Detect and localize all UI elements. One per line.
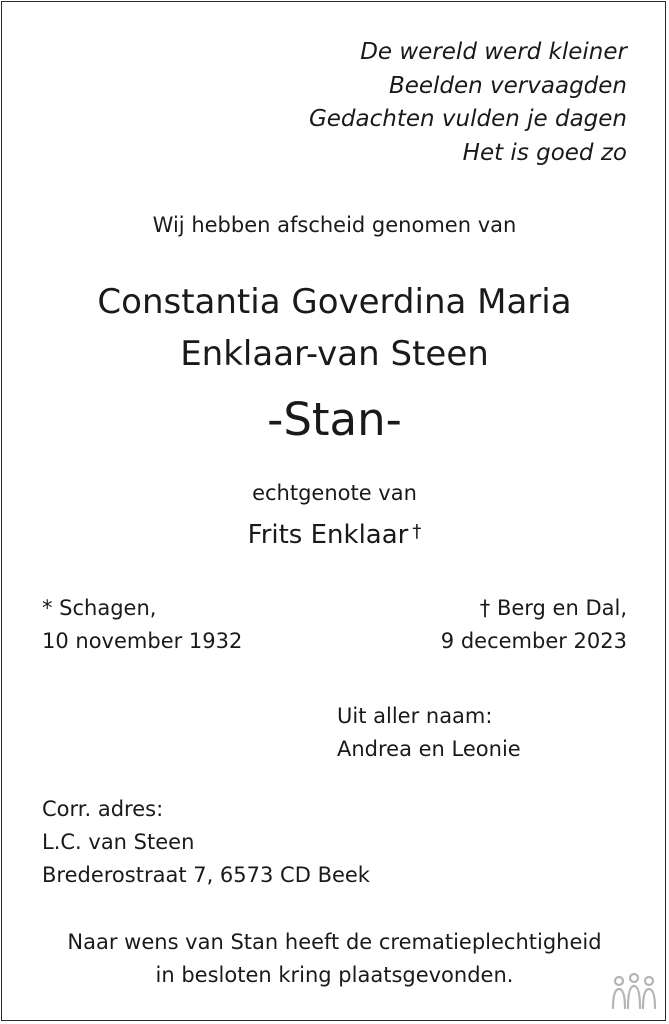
birth-info (42, 592, 242, 658)
death-place: † Berg en Dal, (479, 596, 627, 620)
birth-place: * Schagen, (42, 596, 157, 620)
correspondence-address (42, 793, 370, 892)
closing-line-1: Naar wens van Stan heeft de crematieplechtigheid (67, 930, 602, 954)
people-group-icon (609, 972, 659, 1012)
correspondence-name: L.C. van Steen (42, 830, 195, 854)
spouse-cross: † (412, 521, 422, 542)
poem-line-3: Gedachten vulden je dagen (308, 106, 627, 132)
deceased-name-line-1: Constantia Goverdina Maria (97, 282, 572, 322)
correspondence-street: Brederostraat 7, 6573 CD Beek (42, 863, 370, 887)
intro-text: Wij hebben afscheid genomen van (152, 213, 517, 237)
closing-text (0, 926, 669, 992)
death-date: 9 december 2023 (440, 629, 627, 653)
deceased-name-line-2: Enklaar-van Steen (180, 334, 489, 374)
birth-date: 10 november 1932 (42, 629, 243, 653)
correspondence-label: Corr. adres: (42, 797, 164, 821)
poem-line-1: De wereld werd kleiner (360, 39, 627, 65)
signature-line-2: Andrea en Leonie (337, 737, 521, 761)
spouse-line (0, 520, 669, 550)
poem-line-4: Het is goed zo (462, 139, 627, 166)
spouse-label: echtgenote van (252, 481, 417, 505)
spouse-name: Frits Enklaar (247, 520, 409, 550)
poem-line-2: Beelden vervaagden (388, 72, 627, 99)
poem (309, 36, 627, 170)
closing-line-2: in besloten kring plaatsgevonden. (155, 963, 514, 987)
deceased-nickname: -Stan- (267, 393, 402, 446)
signature-line-1: Uit aller naam: (337, 704, 493, 728)
signature (337, 700, 521, 766)
death-info (441, 592, 627, 658)
